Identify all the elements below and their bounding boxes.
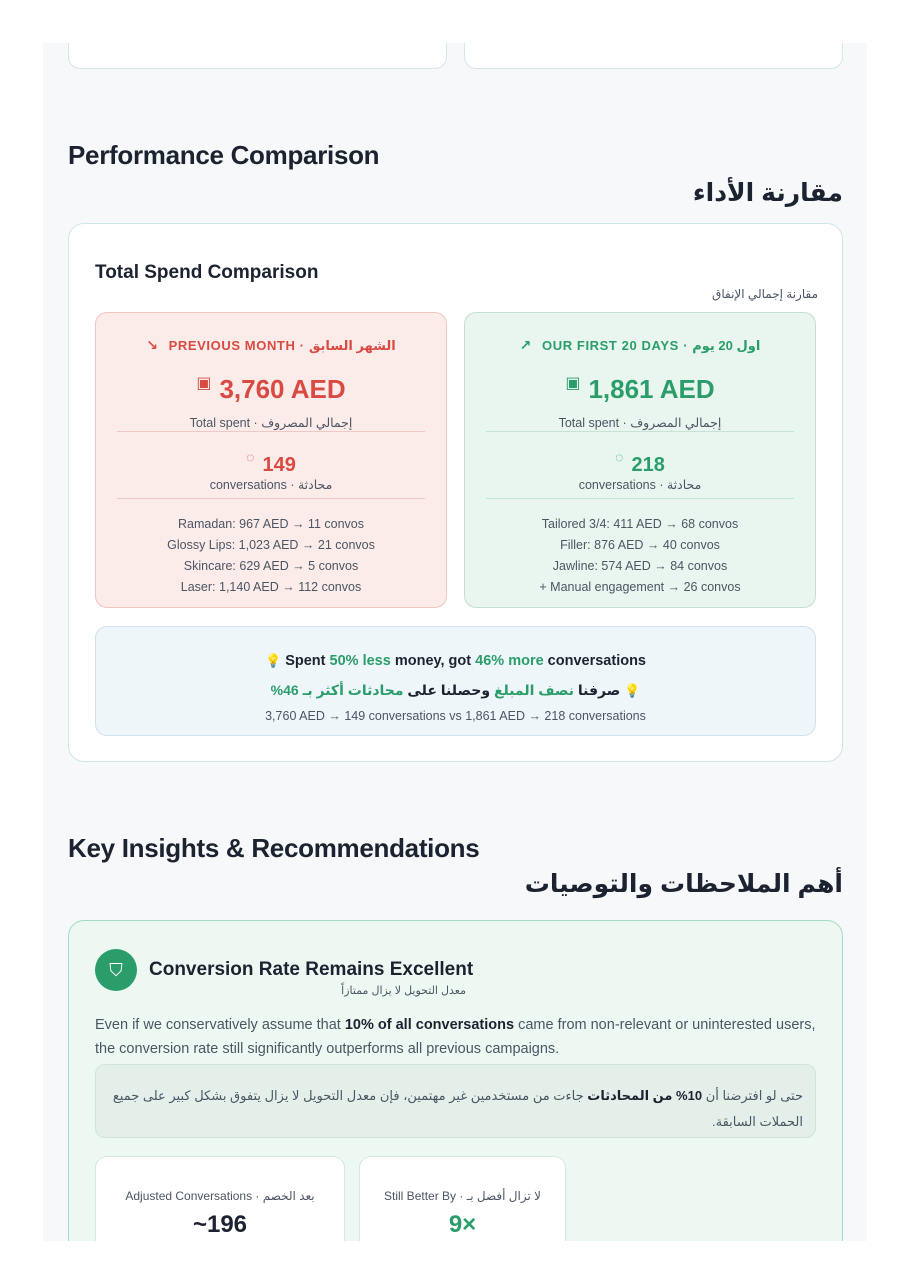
first-20-days-panel xyxy=(464,312,816,608)
wallet-icon: ▣ xyxy=(196,375,212,392)
first-count-label: conversations · محادثة xyxy=(578,478,702,492)
insights-title-ar: أهم الملاحظات والتوصيات xyxy=(524,870,843,898)
stat-value: 9× xyxy=(448,1211,477,1238)
insight-body: Even if we conservatively assume that 10% of all conversations came from non-relevant or uninterested users, the conversion rate still significantly outperforms all previous campaigns. xyxy=(95,1017,816,1057)
spend-title: Total Spend Comparison xyxy=(95,262,319,283)
trend-up-icon: ↗ xyxy=(519,337,533,353)
stat-label: Adjusted Conversations · بعد الخصم xyxy=(125,1189,315,1203)
list-item: Jawline: 574 AED → 84 convos xyxy=(552,559,728,573)
previous-campaign-list xyxy=(96,514,446,598)
divider xyxy=(117,498,425,499)
previous-heading: ↘ PREVIOUS MONTH · الشهر السابق xyxy=(146,337,396,353)
spend-comparison-card xyxy=(68,223,843,762)
adjusted-conversations-stat xyxy=(95,1156,345,1241)
previous-month-panel xyxy=(95,312,447,608)
stat-value: ~196 xyxy=(192,1211,248,1238)
list-item: Laser: 1,140 AED → 112 convos xyxy=(180,580,362,594)
performance-title-ar: مقارنة الأداء xyxy=(692,179,843,207)
insight-body-ar: حتى لو افترضنا أن 10% من المحادثات جاءت من مستخدمين غير مهتمين، فإن معدل التحويل لا يزال يتفوق بشكل كبير على جميع الحملات السابقة. xyxy=(95,1064,816,1138)
stat-label: Still Better By · لا تزال أفضل بـ xyxy=(384,1189,541,1203)
still-better-stat xyxy=(359,1156,566,1241)
first-amount-label: Total spent · إجمالي المصروف xyxy=(558,416,722,430)
trend-down-icon: ↘ xyxy=(146,337,159,353)
chat-bubble-icon: ◌ xyxy=(246,449,255,465)
spend-summary-box xyxy=(95,626,816,736)
list-item: Tailored 3/4: 411 AED → 68 convos xyxy=(541,517,739,531)
report-page xyxy=(43,43,867,1241)
chat-bubble-icon: ◌ xyxy=(615,449,624,465)
shield-check-icon: ⛉ xyxy=(95,949,137,991)
previous-amount-label: Total spent · إجمالي المصروف xyxy=(189,416,353,430)
spend-subtitle-ar: مقارنة إجمالي الإنفاق xyxy=(712,287,818,301)
list-item: Filler: 876 AED → 40 convos xyxy=(560,538,720,552)
first-heading: ↗ OUR FIRST 20 DAYS · اول 20 يوم xyxy=(519,337,761,353)
insight-subtitle-ar: معدل التحويل لا يزال ممتازاً xyxy=(341,985,466,997)
divider xyxy=(486,498,794,499)
first-count: ◌ 218 xyxy=(615,449,665,476)
previous-section-card-right xyxy=(464,43,843,69)
list-item: Glossy Lips: 1,023 AED → 21 convos xyxy=(167,538,375,552)
summary-en: 💡 Spent 50% less money, got 46% more conversations xyxy=(265,653,646,669)
insight-title: Conversion Rate Remains Excellent xyxy=(149,959,474,980)
first-campaign-list xyxy=(465,514,815,598)
list-item: Skincare: 629 AED → 5 convos xyxy=(183,559,359,573)
divider xyxy=(117,431,425,432)
previous-count-label: conversations · محادثة xyxy=(209,478,333,492)
insights-title: Key Insights & Recommendations xyxy=(68,833,480,863)
divider xyxy=(486,431,794,432)
wallet-icon: ▣ xyxy=(565,375,581,392)
performance-title: Performance Comparison xyxy=(68,140,380,170)
first-amount: ▣ 1,861 AED xyxy=(565,374,715,404)
list-item: + Manual engagement → 26 convos xyxy=(539,580,741,594)
lightbulb-icon: 💡 xyxy=(624,683,641,698)
summary-ar: 💡 صرفنا نصف المبلغ وحصلنا على محادثات أكثر بـ 46% xyxy=(270,682,641,698)
previous-count: ◌ 149 xyxy=(246,449,296,476)
lightbulb-icon: 💡 xyxy=(265,653,282,668)
previous-amount: ▣ 3,760 AED xyxy=(196,374,346,404)
previous-section-card-left xyxy=(68,43,447,69)
summary-footer: 3,760 AED → 149 conversations vs 1,861 AED → 218 conversations xyxy=(265,709,646,723)
list-item: Ramadan: 967 AED → 11 convos xyxy=(178,517,364,531)
conversion-insight-card xyxy=(68,920,843,1241)
